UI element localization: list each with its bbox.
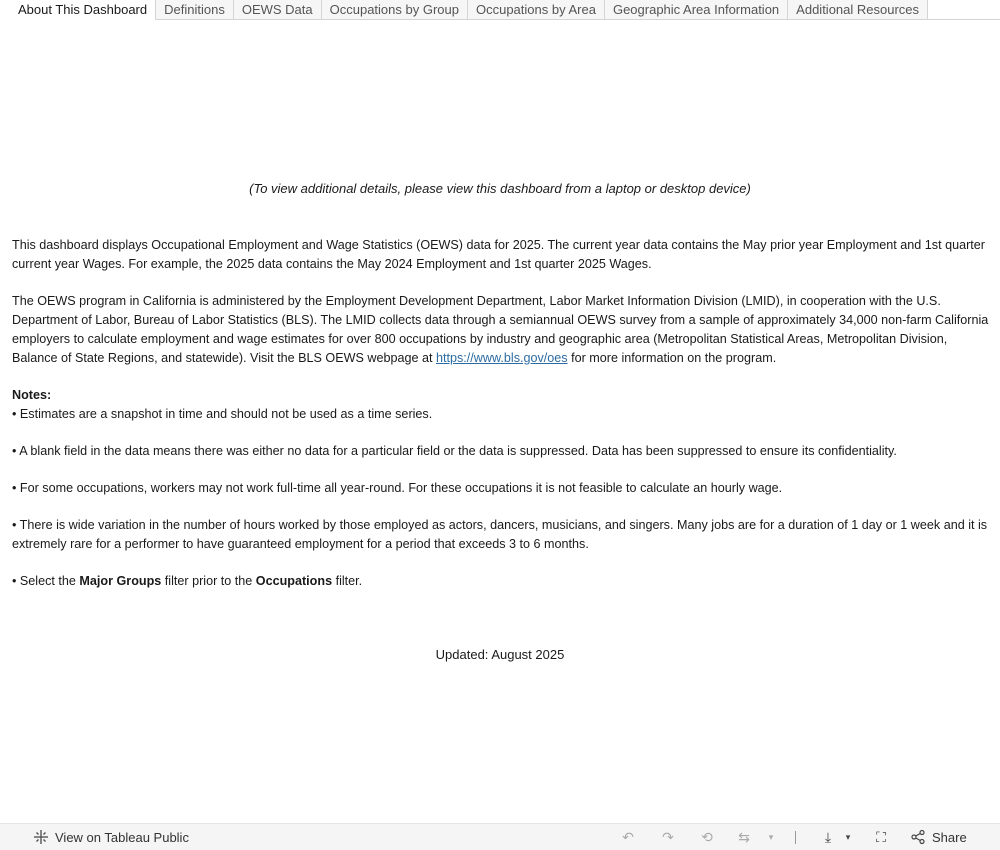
tab-additional-resources[interactable]: Additional Resources	[788, 0, 928, 19]
chevron-down-icon[interactable]: ▾	[768, 832, 774, 842]
note-item: • There is wide variation in the number of hours worked by those employed as actors, dancers, musicians, and singers. Many jobs are for a duration of 1 day or 1 week and it is extremely rare for a performer to have guaranteed employment for a period that exceeds 3 to 6 months.	[12, 518, 988, 551]
refresh-icon[interactable]: ⇆	[738, 829, 750, 845]
redo-icon[interactable]: ↷	[662, 829, 674, 845]
note-text: filter prior to the	[161, 574, 256, 588]
share-icon	[910, 829, 926, 845]
program-text: The OEWS program in California is administered by the Employment Development Department, Labor Market Information Division (LMID), in cooperation with the U.S. Department of Labor, Bureau of Labor Statistics (BLS). The LMID collects data through a semiannual OEWS survey from a sample of approximately 34,000 non-farm California employers to calculate employment and wage estimates for over 800 occupations by industry and geographic area (Metropolitan Statistical Areas, Metropolitan Division, Balance of State Regions, and statewide). Visit the BLS OEWS webpage at	[12, 294, 989, 365]
tab-occupations-by-group[interactable]: Occupations by Group	[322, 0, 468, 19]
undo-icon[interactable]: ↶	[622, 829, 634, 845]
revert-icon[interactable]: ⟲	[701, 829, 713, 845]
tab-occupations-by-area[interactable]: Occupations by Area	[468, 0, 605, 19]
note-item: • For some occupations, workers may not work full-time all year-round. For these occupations it is not feasible to calculate an hourly wage.	[12, 481, 783, 495]
tab-geographic-area-information[interactable]: Geographic Area Information	[605, 0, 788, 19]
view-on-tableau-label: View on Tableau Public	[55, 829, 189, 845]
notes-title: Notes:	[12, 388, 52, 402]
note-item: • A blank field in the data means there was either no data for a particular field or the data is suppressed. Data has been suppressed to ensure its confidentiality.	[12, 444, 897, 458]
program-paragraph	[12, 292, 990, 368]
tableau-toolbar	[0, 823, 1000, 850]
download-icon[interactable]: ⤓	[824, 829, 832, 845]
intro-paragraph: This dashboard displays Occupational Employment and Wage Statistics (OEWS) data for 2025. The current year data contains the May prior year Employment and 1st quarter current year Wages. For example, the 2025 data contains the May 2024 Employment and 1st quarter 2025 Wages.	[12, 238, 985, 271]
mobile-view-note: (To view additional details, please view this dashboard from a laptop or desktop device)	[249, 181, 751, 196]
toolbar-divider	[795, 831, 796, 844]
download-chevron-icon[interactable]: ▾	[845, 832, 851, 842]
fullscreen-icon[interactable]: ⛶	[876, 829, 886, 845]
tab-definitions[interactable]: Definitions	[156, 0, 234, 19]
major-groups-label: Major Groups	[79, 574, 162, 588]
share-button[interactable]	[910, 829, 967, 845]
note-text: • Select the	[12, 574, 80, 588]
about-content	[12, 236, 990, 591]
note-item-filters	[12, 572, 990, 591]
share-label: Share	[932, 829, 967, 845]
updated-date: Updated: August 2025	[435, 647, 565, 662]
occupations-label: Occupations	[255, 574, 333, 588]
note-item: • Estimates are a snapshot in time and should not be used as a time series.	[12, 407, 433, 421]
note-text: filter.	[332, 574, 363, 588]
tableau-logo-icon	[33, 829, 49, 845]
view-on-tableau-public-button[interactable]	[33, 829, 189, 845]
dashboard-tab-bar	[0, 0, 1000, 20]
bls-oews-link[interactable]: https://www.bls.gov/oes	[436, 351, 568, 365]
program-text-end: for more information on the program.	[567, 351, 777, 365]
tab-oews-data[interactable]: OEWS Data	[234, 0, 322, 19]
tab-about-this-dashboard[interactable]: About This Dashboard	[0, 0, 156, 20]
